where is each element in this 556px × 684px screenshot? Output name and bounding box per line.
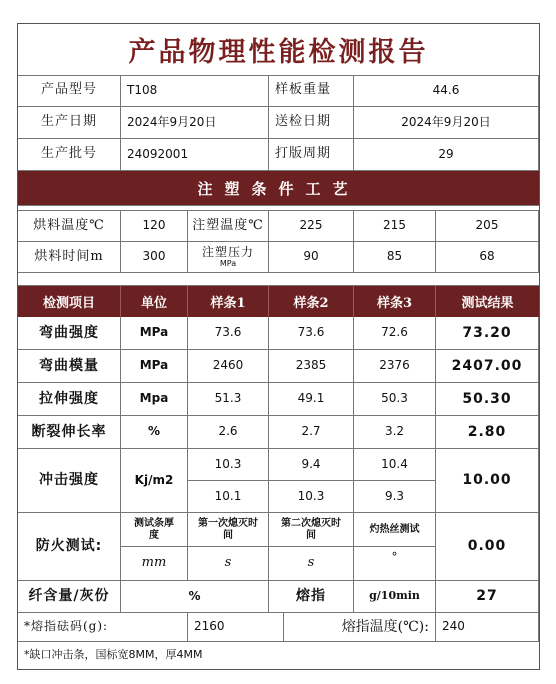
footer-temp-value: 240 (436, 613, 539, 642)
col-unit: 单位 (121, 286, 188, 317)
report-sheet (17, 23, 540, 670)
model-value: T108 (121, 75, 269, 107)
melt-label: 熔指 (269, 581, 354, 613)
item-result: 2407.00 (436, 350, 539, 383)
inj-temp-label: 注塑温度℃ (188, 211, 269, 242)
item-s1: 51.3 (188, 383, 269, 416)
fiber-name: 纤含量/灰份 (18, 581, 121, 613)
send-date-value: 2024年9月20日 (354, 107, 539, 139)
cycle-label: 打版周期 (269, 139, 354, 171)
fire-result: 0.00 (436, 513, 539, 581)
impact-a2: 9.4 (269, 449, 354, 481)
item-unit: % (121, 416, 188, 449)
fire-h3: 第二次熄灭时间 (269, 513, 354, 547)
report-title: 产品物理性能检测报告 (18, 24, 539, 76)
bake-temp-value: 120 (121, 211, 188, 242)
inj-pres-1: 90 (269, 242, 354, 273)
inj-pres-label: 注塑压力 (201, 244, 254, 259)
footer-temp-label: 熔指温度(℃): (284, 613, 436, 642)
item-name: 拉伸强度 (18, 383, 121, 416)
col-item: 检测项目 (18, 286, 121, 317)
fire-h1: 测试条厚度 (121, 513, 188, 547)
item-s3: 3.2 (354, 416, 436, 449)
item-unit: Mpa (121, 383, 188, 416)
col-result: 测试结果 (436, 286, 539, 317)
inj-pres-2: 85 (354, 242, 436, 273)
spacer (18, 273, 539, 286)
fire-u1: mm (121, 547, 188, 581)
inj-pres-unit: MPa (219, 259, 237, 269)
bake-temp-label: 烘料温度℃ (18, 211, 121, 242)
fire-u2: s (188, 547, 269, 581)
fire-u3: s (269, 547, 354, 581)
send-date-label: 送检日期 (269, 107, 354, 139)
item-result: 2.80 (436, 416, 539, 449)
process-band: 注塑条件工艺 (18, 171, 539, 206)
col-sample-3: 样条3 (354, 286, 436, 317)
batch-value: 24092001 (121, 139, 269, 171)
fire-name: 防火测试: (18, 513, 121, 581)
footer-weight-label: *熔指砝码(g): (18, 613, 188, 642)
item-s1: 2460 (188, 350, 269, 383)
melt-unit: g/10min (354, 581, 436, 613)
item-result: 50.30 (436, 383, 539, 416)
item-unit: MPa (121, 350, 188, 383)
item-name: 弯曲模量 (18, 350, 121, 383)
inj-temp-1: 225 (269, 211, 354, 242)
model-label: 产品型号 (18, 75, 121, 107)
bake-time-label: 烘料时间m (18, 242, 121, 273)
weight-label: 样板重量 (269, 75, 354, 107)
item-s1: 73.6 (188, 317, 269, 350)
inj-pres-label-cell (188, 242, 269, 273)
fiber-unit: % (121, 581, 269, 613)
impact-b2: 10.3 (269, 481, 354, 513)
impact-b1: 10.1 (188, 481, 269, 513)
impact-name: 冲击强度 (18, 449, 121, 513)
item-s1: 2.6 (188, 416, 269, 449)
item-result: 73.20 (436, 317, 539, 350)
impact-a1: 10.3 (188, 449, 269, 481)
footer-weight-value: 2160 (188, 613, 284, 642)
fire-u4: ° (354, 547, 436, 581)
item-s2: 49.1 (269, 383, 354, 416)
col-sample-1: 样条1 (188, 286, 269, 317)
inj-pres-3: 68 (436, 242, 539, 273)
footer-note: *缺口冲击条，国标宽8MM，厚4MM (24, 648, 203, 662)
melt-value: 27 (436, 581, 539, 613)
fire-h2: 第一次熄灭时间 (188, 513, 269, 547)
item-s3: 72.6 (354, 317, 436, 350)
item-name: 断裂伸长率 (18, 416, 121, 449)
item-s2: 73.6 (269, 317, 354, 350)
bake-time-value: 300 (121, 242, 188, 273)
weight-value: 44.6 (354, 75, 539, 107)
fire-h4: 灼热丝测试 (354, 513, 436, 547)
inj-temp-2: 215 (354, 211, 436, 242)
item-s2: 2385 (269, 350, 354, 383)
date-value: 2024年9月20日 (121, 107, 269, 139)
batch-label: 生产批号 (18, 139, 121, 171)
cycle-value: 29 (354, 139, 539, 171)
col-sample-2: 样条2 (269, 286, 354, 317)
item-unit: MPa (121, 317, 188, 350)
item-s2: 2.7 (269, 416, 354, 449)
item-name: 弯曲强度 (18, 317, 121, 350)
inj-temp-3: 205 (436, 211, 539, 242)
item-s3: 50.3 (354, 383, 436, 416)
impact-b3: 9.3 (354, 481, 436, 513)
impact-a3: 10.4 (354, 449, 436, 481)
impact-result: 10.00 (436, 449, 539, 513)
item-s3: 2376 (354, 350, 436, 383)
impact-unit: Kj/m2 (121, 449, 188, 513)
date-label: 生产日期 (18, 107, 121, 139)
